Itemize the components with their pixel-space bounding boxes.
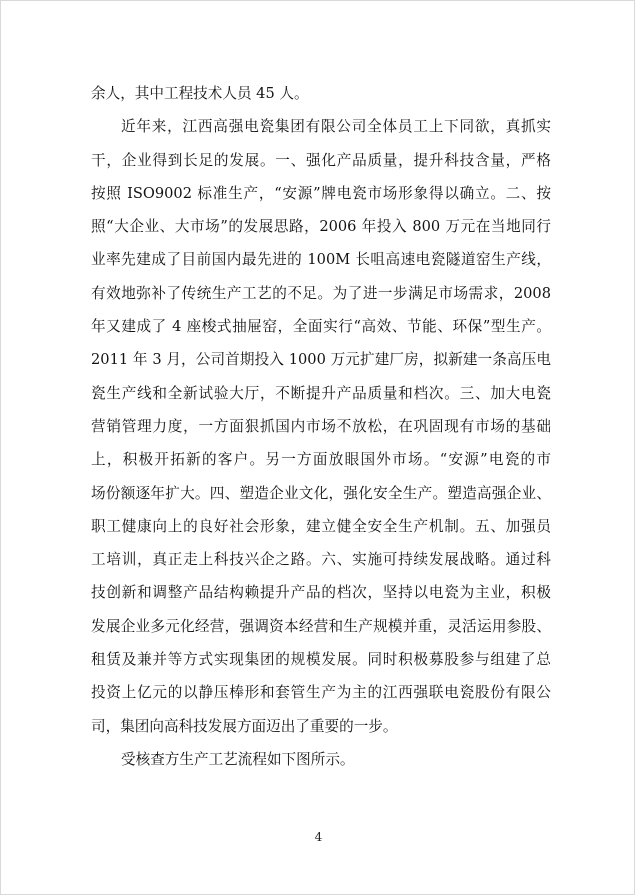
text-line-13: 场份额逐年扩大。四、塑造企业文化，强化安全生产。塑造高强企业、 — [91, 484, 551, 502]
text-line-7: 有效地弥补了传统生产工艺的不足。为了进一步满足市场需求，2008 — [91, 284, 551, 302]
text-line-19: 投资上亿元的以静压棒形和套管生产为主的江西强联电瓷股份有限公 — [91, 684, 551, 702]
text-line-5: 照“大企业、大市场”的发展思路，2006 年投入 800 万元在当地同行 — [91, 218, 551, 236]
text-line-11: 营销管理力度，一方面狠抓国内市场不放松，在巩固现有市场的基础 — [91, 417, 551, 435]
text-line-17: 发展企业多元化经营，强调资本经营和生产规模并重，灵活运用参股、 — [91, 617, 551, 635]
text-line-4: 按照 ISO9002 标准生产，“安源”牌电瓷市场形象得以确立。二、按 — [91, 184, 551, 202]
text-line-8: 年又建成了 4 座梭式抽屉窑，全面实行“高效、节能、环保”型生产。 — [91, 318, 551, 336]
text-line-16: 技创新和调整产品结构赖提升产品的档次，坚持以电瓷为主业，积极 — [91, 584, 551, 602]
document-body — [91, 77, 551, 776]
text-line-9: 2011 年 3 月，公司首期投入 1000 万元扩建厂房，拟新建一条高压电 — [91, 351, 551, 369]
text-line-6: 业率先建成了目前国内最先进的 100M 长咀高速电瓷隧道窑生产线， — [91, 251, 551, 269]
text-line-10: 瓷生产线和全新试验大厅，不断提升产品质量和档次。三、加大电瓷 — [91, 384, 551, 402]
text-line-18: 租赁及兼并等方式实现集团的规模发展。同时积极募股参与组建了总 — [91, 651, 551, 669]
text-line-20: 司，集团向高科技发展方面迈出了重要的一步。 — [91, 717, 398, 735]
text-line-21: 受核查方生产工艺流程如下图所示。 — [121, 750, 355, 768]
page-number: 4 — [314, 830, 323, 844]
text-line-3: 干，企业得到长足的发展。一、强化产品质量，提升科技含量，严格 — [91, 151, 551, 169]
text-line-1: 余人，其中工程技术人员 45 人。 — [91, 85, 309, 102]
text-line-14: 职工健康向上的良好社会形象，建立健全安全生产机制。五、加强员 — [91, 517, 551, 535]
text-line-15: 工培训，真正走上科技兴企之路。六、实施可持续发展战略。通过科 — [91, 551, 551, 569]
text-line-12: 上，积极开拓新的客户。另一方面放眼国外市场。“安源”电瓷的市 — [91, 451, 551, 469]
text-line-2: 近年来，江西高强电瓷集团有限公司全体员工上下同欲，真抓实 — [121, 118, 551, 136]
